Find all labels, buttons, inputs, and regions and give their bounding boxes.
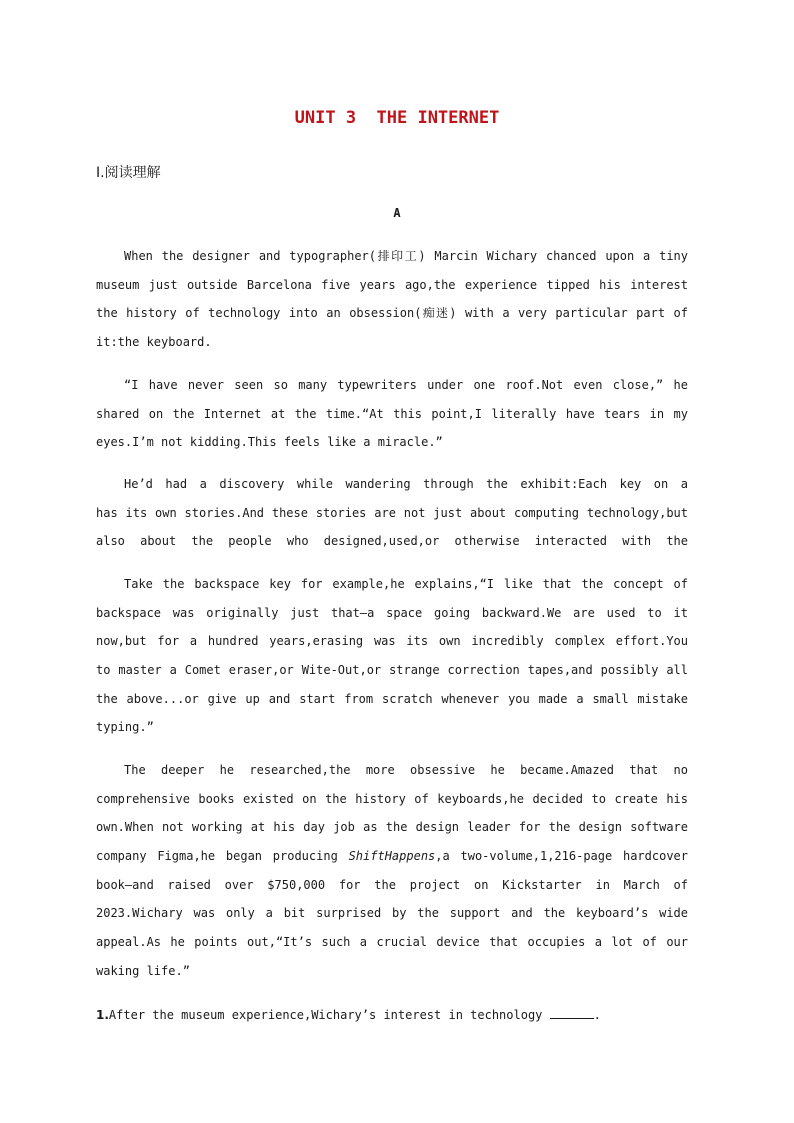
answer-blank[interactable] bbox=[550, 1006, 594, 1019]
paragraph-line: the above...or give up and start from scratch whenever you made a small mistake bbox=[96, 691, 688, 706]
paragraph-line: book—and raised over $750,000 for the project on Kickstarter in March of bbox=[96, 877, 688, 892]
paragraph-line: also about the people who designed,used,or otherwise interacted with the bbox=[96, 534, 688, 549]
paragraph-line: Take the backspace key for example,he explains,“I like that the concept of bbox=[124, 577, 688, 591]
paragraph-2 bbox=[96, 371, 688, 457]
paragraph-3 bbox=[96, 470, 688, 556]
paragraph-line: own.When not working at his day job as the design leader for the design software bbox=[96, 820, 688, 835]
line-text: company Figma,he began producing bbox=[96, 849, 349, 864]
paragraph-line bbox=[96, 842, 688, 871]
paragraph-line: “I have never seen so many typewriters under one roof.Not even close,” he bbox=[124, 378, 688, 392]
book-title: ShiftHappens bbox=[348, 849, 436, 864]
paragraph-line: the history of technology into an obsession(痴迷) with a very particular part of bbox=[96, 306, 688, 321]
paragraph-1 bbox=[96, 242, 688, 357]
paragraph-line: waking life.” bbox=[96, 963, 190, 978]
line-text: ,a two-volume,1,216-page hardcover bbox=[435, 849, 688, 864]
paragraph-line: has its own stories.And these stories are not just about computing technology,but bbox=[96, 505, 688, 520]
paragraph-5 bbox=[96, 756, 688, 986]
paragraph-line: now,but for a hundred years,erasing was its own incredibly complex effort.You bbox=[96, 634, 688, 649]
paragraph-line: 2023.Wichary was only a bit surprised by the support and the keyboard’s wide bbox=[96, 906, 688, 921]
question-text: After the museum experience,Wichary’s interest in technology bbox=[108, 1008, 550, 1022]
paragraph-line: comprehensive books existed on the history of keyboards,he decided to create his bbox=[96, 791, 688, 806]
section-heading: Ⅰ.阅读理解 bbox=[96, 165, 161, 181]
question-number: 1. bbox=[96, 1008, 109, 1022]
paragraph-line: appeal.As he points out,“It’s such a crucial device that occupies a lot of our bbox=[96, 935, 688, 950]
question-1 bbox=[96, 1004, 696, 1026]
passage-label: A bbox=[393, 206, 401, 220]
question-end: . bbox=[593, 1008, 601, 1022]
unit-title: UNIT 3 THE INTERNET bbox=[294, 108, 500, 128]
paragraph-line: it:the keyboard. bbox=[96, 335, 212, 350]
paragraph-line: backspace was originally just that—a space going backward.We are used to it bbox=[96, 605, 688, 620]
paragraph-line: museum just outside Barcelona five years ago,the experience tipped his interest bbox=[96, 277, 688, 292]
paragraph-4 bbox=[96, 570, 688, 742]
paragraph-line: shared on the Internet at the time.“At this point,I literally have tears in my bbox=[96, 406, 688, 421]
paragraph-line: eyes.I’m not kidding.This feels like a miracle.” bbox=[96, 435, 443, 450]
paragraph-line: The deeper he researched,the more obsessive he became.Amazed that no bbox=[124, 763, 688, 777]
paragraph-line: He’d had a discovery while wandering through the exhibit:Each key on a bbox=[124, 477, 688, 491]
paragraph-line: typing.” bbox=[96, 720, 154, 735]
paragraph-line: When the designer and typographer(排印工) Marcin Wichary chanced upon a tiny bbox=[124, 249, 688, 263]
paragraph-line: to master a Comet eraser,or Wite-Out,or strange correction tapes,and possibly all bbox=[96, 663, 688, 678]
